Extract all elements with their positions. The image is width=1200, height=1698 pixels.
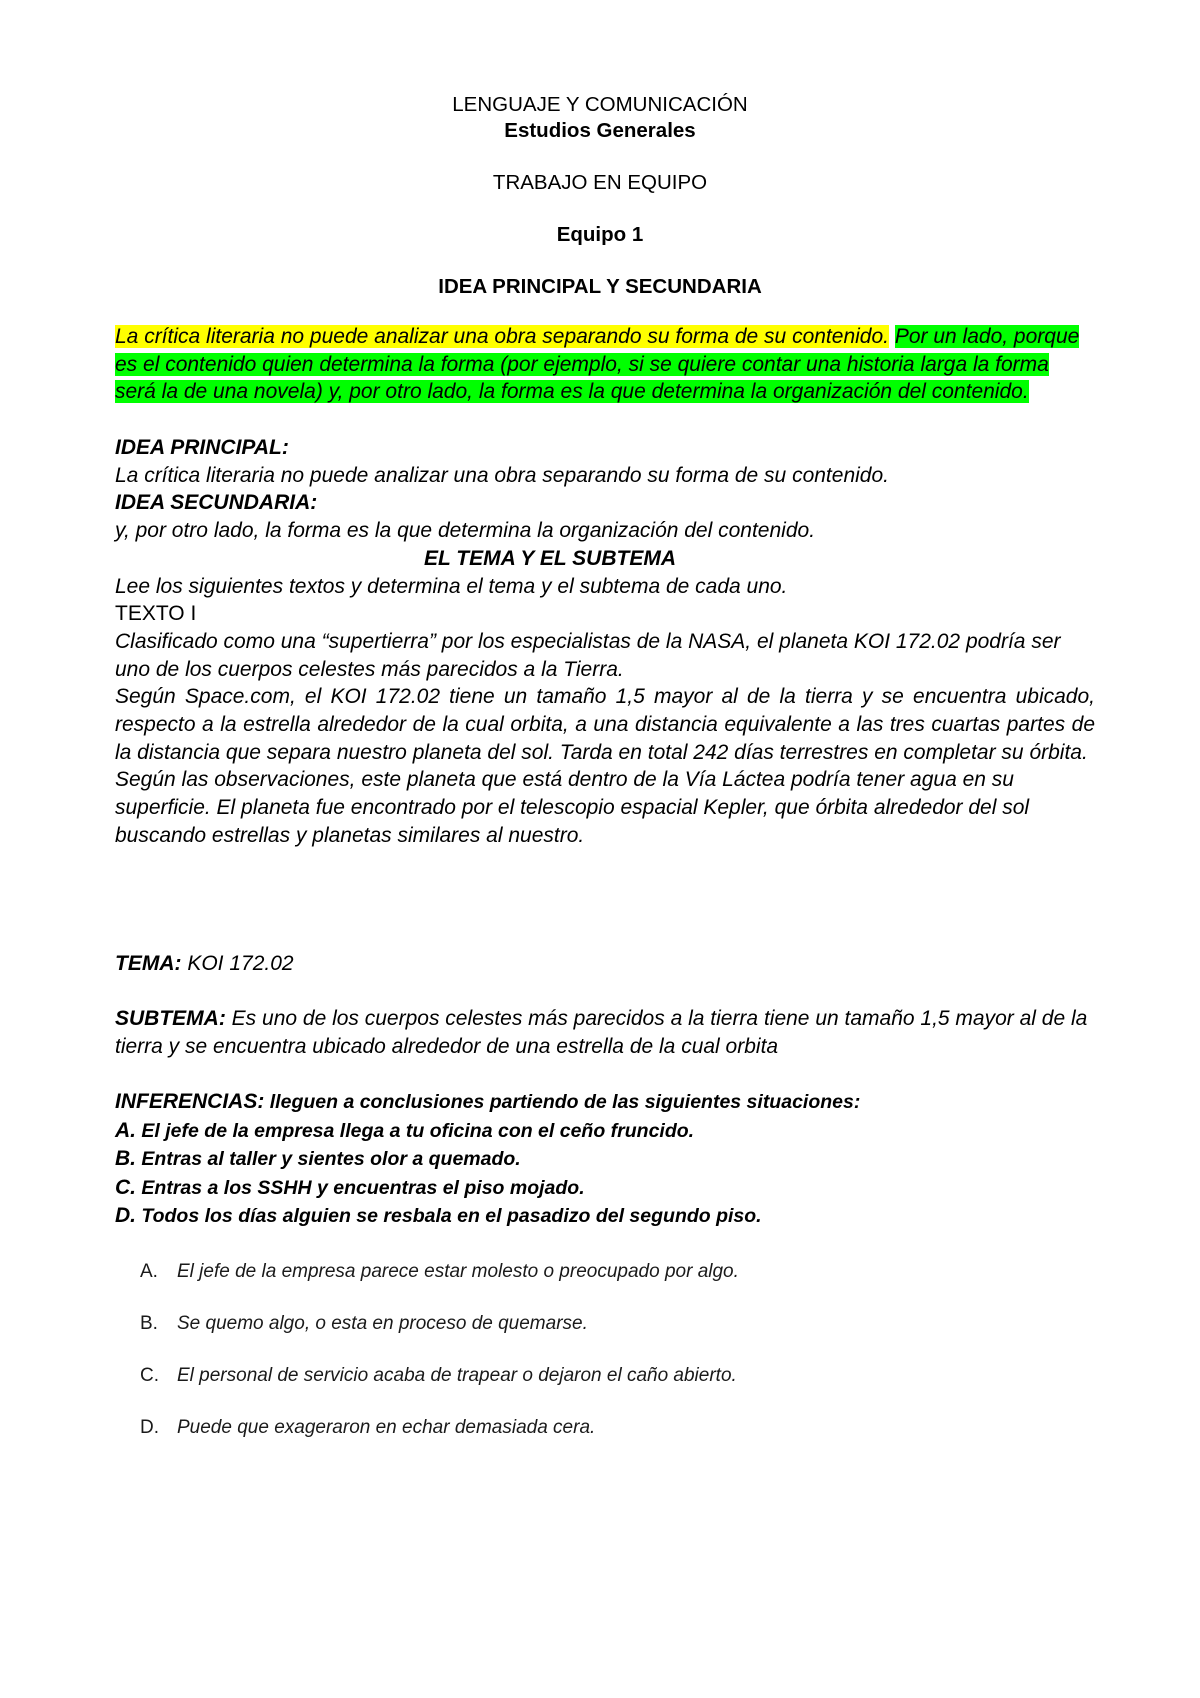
answer-letter: C. <box>140 1365 159 1386</box>
situation-item: C. Entras a los SSHH y encuentras el piso mojado. <box>115 1175 585 1199</box>
situation-item: A. El jefe de la empresa llega a tu oficina con el ceño fruncido. <box>115 1118 695 1142</box>
inferencias-label: INFERENCIAS: <box>115 1090 265 1113</box>
highlighted-passage <box>115 323 1095 406</box>
situation-item: B. Entras al taller y sientes olor a quemado. <box>115 1147 521 1171</box>
tema-instruction: Lee los siguientes textos y determina el tema y el subtema de cada uno. <box>115 574 788 598</box>
answer-text: Puede que exageraron en echar demasiada cera. <box>177 1417 596 1438</box>
course-title: LENGUAJE Y COMUNICACIÓN <box>452 93 748 116</box>
answer-letter: D. <box>140 1417 159 1438</box>
answer-item <box>140 1416 1090 1440</box>
idea-principal-text: La crítica literaria no puede analizar una obra separando su forma de su contenido. <box>115 463 889 487</box>
subtema-value: Es uno de los cuerpos celestes más parecidos a la tierra tiene un tamaño 1,5 mayor al de la tierra y se encuentra ubicado alrededor de una estrella de la cual orbita <box>115 1007 1088 1058</box>
topic-title: IDEA PRINCIPAL Y SECUNDARIA <box>438 275 762 298</box>
answer-item <box>140 1312 1090 1336</box>
answer-text: El jefe de la empresa parece estar molesto o preocupado por algo. <box>177 1261 739 1282</box>
text-paragraph-1: Clasificado como una “supertierra” por los especialistas de la NASA, el planeta KOI 172.02 podría ser uno de los cuerpos celestes más parecidos a la Tierra. <box>115 629 1061 681</box>
idea-secundaria-text: y, por otro lado, la forma es la que determina la organización del contenido. <box>115 519 816 543</box>
answer-item <box>140 1364 1090 1388</box>
subtema-answer <box>115 1005 1095 1060</box>
text-label: TEXTO I <box>115 602 197 626</box>
answer-text: El personal de servicio acaba de trapear o dejaron el caño abierto. <box>177 1365 737 1386</box>
answer-letter: B. <box>140 1313 158 1334</box>
team-name: Equipo 1 <box>556 223 644 246</box>
ideas-section <box>115 434 1095 850</box>
subtema-label: SUBTEMA: <box>115 1007 226 1030</box>
program-name: Estudios Generales <box>504 119 696 142</box>
inferencias-instruction: lleguen a conclusiones partiendo de las siguientes situaciones: <box>269 1091 861 1113</box>
tema-label: TEMA: <box>115 952 182 975</box>
idea-principal-label: IDEA PRINCIPAL: <box>115 436 289 459</box>
answer-text: Se quemo algo, o esta en proceso de quemarse. <box>177 1313 588 1334</box>
idea-secundaria-label: IDEA SECUNDARIA: <box>115 491 318 515</box>
situation-item: D. Todos los días alguien se resbala en el pasadizo del segundo piso. <box>115 1204 762 1228</box>
passage-green-highlight: Por un lado, porque es el contenido quien determina la forma (por ejemplo, si se quiere contar una historia larga la forma será la de una novela) y, por otro lado, la forma es la que determina la organización del contenido. <box>115 325 1080 404</box>
tema-answer <box>115 950 1095 978</box>
tema-section-heading: EL TEMA Y EL SUBTEMA <box>423 546 677 570</box>
answer-item <box>140 1260 1090 1284</box>
text-paragraph-3: Según las observaciones, este planeta que está dentro de la Vía Láctea podría tener agua en su superficie. El planeta fue encontrado por el telescopio espacial Kepler, que órbita alrededor del sol buscando estrellas y planetas similares al nuestro. <box>115 768 1030 847</box>
text-paragraph-2: Según Space.com, el KOI 172.02 tiene un tamaño 1,5 mayor al de la tierra y se encuentra ubicado, respecto a la estrella alrededor de la cual orbita, a una distancia equivalente a las tres cuartas partes de la distancia que separa nuestro planeta del sol. Tarda en total 242 días terrestres en completar su órbita. <box>115 685 1095 764</box>
activity-title: TRABAJO EN EQUIPO <box>492 171 708 194</box>
answer-letter: A. <box>140 1261 158 1282</box>
passage-yellow-highlight: La crítica literaria no puede analizar una obra separando su forma de su contenido. <box>115 325 889 348</box>
inferencias-section <box>115 1088 1095 1231</box>
tema-value: KOI 172.02 <box>187 952 294 975</box>
